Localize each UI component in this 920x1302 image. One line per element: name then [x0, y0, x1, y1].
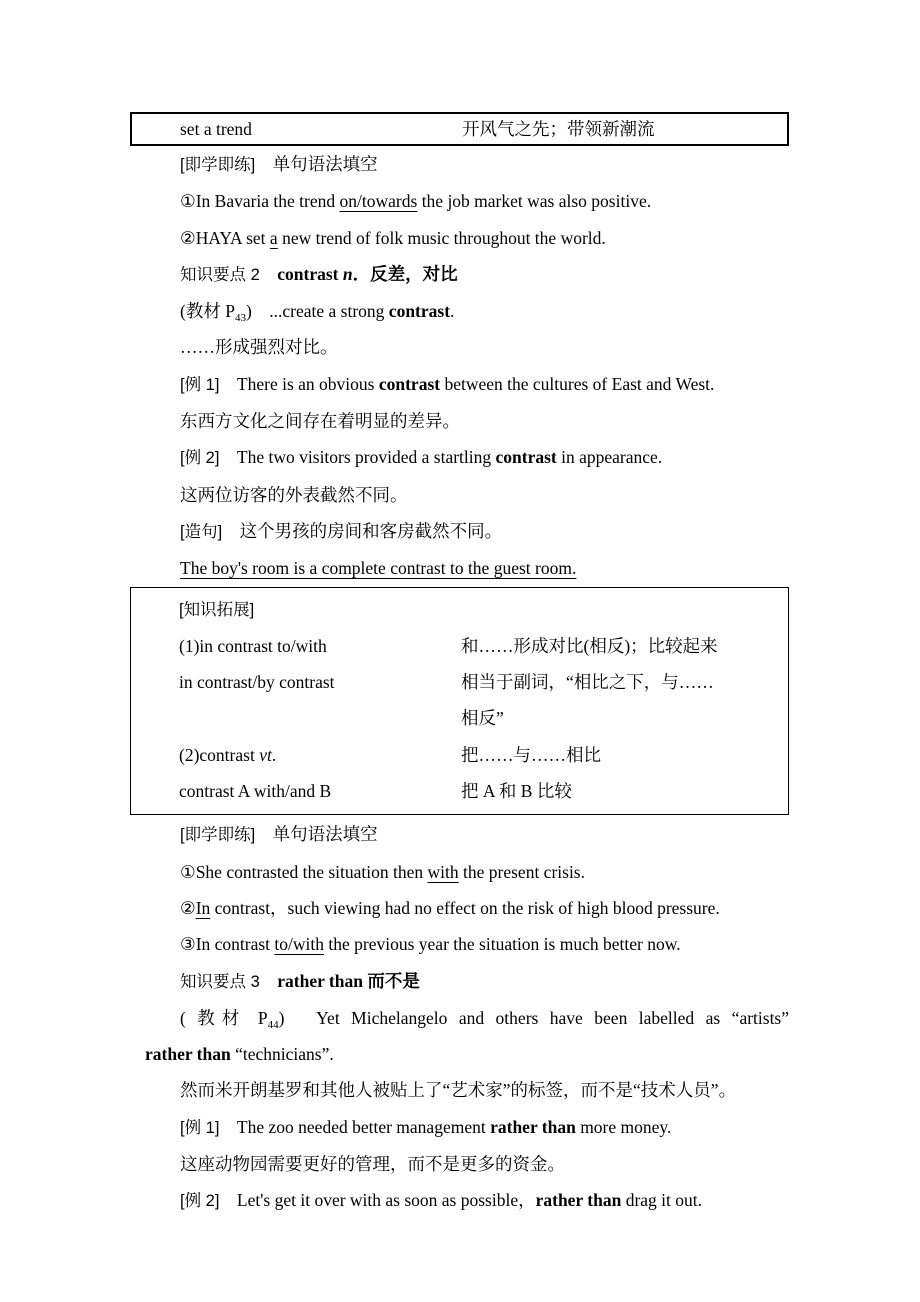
- text-line: [145, 963, 789, 1000]
- text-segment: ．反差，对比: [352, 263, 458, 284]
- text-segment: n: [342, 263, 353, 284]
- subscript-text: 43: [234, 312, 246, 325]
- text-segment: [例 2]: [180, 1192, 220, 1211]
- text-line: [145, 1146, 789, 1182]
- meaning-cell: [462, 114, 787, 144]
- answer-text: to/with: [274, 934, 325, 955]
- text-segment: 东西方文化之间存在着明显的差异。: [180, 411, 460, 432]
- text-segment: There is an obvious: [219, 373, 379, 394]
- text-segment: more money.: [575, 1116, 672, 1137]
- text-segment: [即学即练]: [180, 826, 256, 845]
- text-segment: rather than: [490, 1116, 576, 1137]
- text-line: [145, 1182, 789, 1219]
- expansion-meaning: [461, 628, 788, 664]
- text-segment: ③In contrast: [180, 934, 275, 955]
- text-segment: contrast: [378, 373, 441, 394]
- text-segment: ②: [180, 897, 196, 918]
- text-line: [145, 329, 789, 365]
- text-line: [145, 220, 789, 256]
- text-segment: drag it out.: [621, 1190, 703, 1211]
- answer-text: a: [269, 227, 278, 248]
- text-segment: [例 1]: [180, 1118, 220, 1137]
- answer-text: on/towards: [339, 191, 418, 212]
- expansion-row: [131, 737, 788, 773]
- text-line: [145, 256, 789, 293]
- text-segment: Let's get it over with as soon as possible，: [219, 1190, 536, 1211]
- text-segment: 这两位访客的外表截然不同。: [180, 484, 408, 505]
- text-line: [145, 890, 789, 926]
- expansion-row: [131, 628, 788, 664]
- text-segment: 把 A 和 B 比较: [461, 781, 572, 802]
- phrase-cell: [132, 114, 462, 144]
- text-segment: in contrast/by contrast: [179, 672, 335, 693]
- text-line: [145, 439, 789, 476]
- expansion-meaning-line: [461, 737, 788, 773]
- text-line: [145, 854, 789, 890]
- text-segment: 这座动物园需要更好的管理，而不是更多的资金。: [180, 1154, 565, 1175]
- expansion-term: [131, 773, 461, 809]
- text-segment: 相当于副词，“相比之下，与……: [461, 672, 714, 693]
- knowledge-expansion-box: [130, 587, 789, 816]
- text-segment: 而不是: [367, 970, 420, 991]
- text-segment: contrast: [495, 447, 557, 468]
- expansion-term: [131, 628, 461, 664]
- expansion-term: [131, 737, 461, 773]
- text-segment: ……形成强烈对比。: [180, 337, 338, 358]
- text-segment: vt: [259, 744, 272, 765]
- text-segment: 和……形成对比(相反)；比较起来: [461, 635, 718, 656]
- expansion-meaning-line: [461, 700, 788, 736]
- text-segment: rather than: [535, 1190, 622, 1211]
- answer-text: The boy's room is a complete contrast to the guest room.: [180, 558, 577, 579]
- text-segment: 开风气之先；带领新潮流: [462, 119, 655, 139]
- text-segment: 知识要点 3: [180, 972, 260, 991]
- text-segment: [即学即练]: [180, 156, 256, 174]
- text-segment: [知识拓展]: [179, 600, 255, 619]
- text-segment: “technicians”.: [235, 1044, 334, 1065]
- text-segment: 知识要点 2: [180, 265, 260, 284]
- text-segment: the previous year the situation is much better now.: [324, 934, 681, 955]
- text-line: [145, 293, 789, 329]
- text-segment: new trend of folk music throughout the world.: [277, 227, 606, 248]
- text-line: [145, 1109, 789, 1146]
- text-segment: ①She contrasted the situation then: [180, 861, 428, 882]
- text-line: [145, 513, 789, 550]
- answer-text: with: [427, 861, 459, 882]
- expansion-term: [131, 664, 461, 737]
- text-line: [145, 1036, 789, 1072]
- text-segment: .: [450, 301, 455, 322]
- text-segment: The two visitors provided a startling: [219, 447, 496, 468]
- text-segment: contrast，such viewing had no effect on the risk of high blood pressure.: [210, 897, 720, 918]
- text-line: [145, 1072, 789, 1108]
- text-line: [145, 550, 789, 586]
- answer-text: In: [195, 897, 211, 918]
- text-line: [145, 403, 789, 439]
- expansion-meaning: [461, 737, 788, 773]
- text-segment: .: [271, 744, 277, 765]
- text-line: [145, 926, 789, 962]
- expansion-row: [131, 773, 788, 809]
- text-segment: 单句语法填空: [255, 154, 378, 174]
- expansion-meaning: [461, 664, 788, 737]
- text-segment: 这个男孩的房间和客房截然不同。: [222, 520, 503, 541]
- text-segment: ) Yet Michelangelo and others have been labelled as “artists”: [278, 1007, 789, 1028]
- text-segment: contrast: [388, 301, 451, 322]
- text-segment: [260, 264, 278, 284]
- text-line: [145, 477, 789, 513]
- text-segment: The zoo needed better management: [219, 1116, 491, 1137]
- text-segment: (1)in contrast to/with: [179, 635, 327, 656]
- text-segment: 单句语法填空: [255, 824, 378, 845]
- text-line: [145, 1000, 789, 1036]
- subscript-text: 44: [267, 1018, 279, 1031]
- text-segment: 然而米开朗基罗和其他人被贴上了“艺术家”的标签，而不是“技术人员”。: [180, 1080, 737, 1101]
- document-content: [145, 112, 789, 1220]
- expansion-meaning-line: [461, 628, 788, 664]
- text-segment: [234, 301, 246, 325]
- text-segment: (教材 P: [180, 301, 235, 322]
- text-segment: ( 教材 P: [180, 1007, 268, 1028]
- expansion-row: [131, 664, 788, 737]
- text-segment: [260, 971, 278, 991]
- text-segment: 相反”: [461, 708, 504, 729]
- text-segment: rather than: [145, 1044, 236, 1065]
- text-segment: the job market was also positive.: [417, 191, 652, 212]
- table-row: [132, 114, 787, 144]
- text-segment: [例 2]: [180, 449, 220, 468]
- text-segment: ) ...create a strong: [245, 301, 389, 322]
- text-segment: (2)contrast: [179, 744, 260, 765]
- text-segment: [例 1]: [180, 375, 220, 394]
- text-line: [145, 146, 789, 183]
- expansion-meaning-line: [461, 773, 788, 809]
- text-segment: contrast: [277, 263, 343, 284]
- text-line: [145, 366, 789, 403]
- text-segment: rather than: [277, 970, 368, 991]
- text-segment: 把……与……相比: [461, 744, 601, 765]
- text-segment: ②HAYA set: [180, 227, 270, 248]
- text-segment: the present crisis.: [458, 861, 585, 882]
- expansion-meaning: [461, 773, 788, 809]
- text-segment: [造句]: [180, 522, 223, 541]
- text-segment: set a trend: [180, 119, 252, 139]
- text-line: [145, 183, 789, 219]
- text-segment: in appearance.: [556, 447, 663, 468]
- expansion-meaning-line: [461, 664, 788, 700]
- vocab-table-box: [130, 112, 789, 146]
- text-segment: between the cultures of East and West.: [440, 373, 715, 394]
- text-line: [145, 816, 789, 853]
- expansion-header: [131, 591, 788, 628]
- text-segment: contrast A with/and B: [179, 781, 332, 802]
- text-segment: [267, 1008, 279, 1031]
- text-segment: ①In Bavaria the trend: [180, 191, 340, 212]
